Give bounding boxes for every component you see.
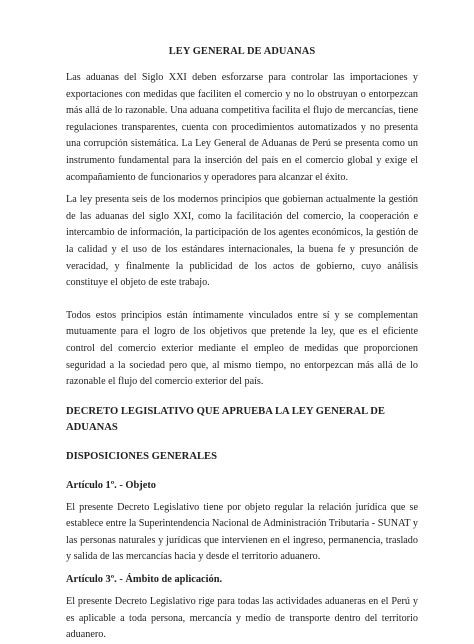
article-3-heading: Artículo 3º. - Ámbito de aplicación. xyxy=(66,574,223,586)
intro-paragraph-3: Todos estos principios están íntimamente vinculados entre sí y se complementan mutuamente para el logro de los objetivos que pretende la ley, que es el eficiente control del comercio exterior mediante el empleo de medidas que proporcionen seguridad a la sociedad pero que, al mismo tiempo, no entorpezcan más allá de lo razonable el flujo del comercio exterior del país. xyxy=(66,309,418,388)
intro-paragraph-1: Las aduanas del Siglo XXI deben esforzarse para controlar las importaciones y exportaciones con medidas que faciliten el comercio y no lo obstruyan o entorpezcan más allá de lo razonable. Una aduana competitiva facilita el flujo de mercancías, tiene regulaciones transparentes, cuenta con procedimientos automatizados y no presenta una corrupción sistemática. La Ley General de Aduanas de Perú se presenta como un instrumento fundamental para la inserción del país en el comercio global y exige el acompañamiento de funcionarios y operadores para alcanzar el éxito. xyxy=(66,72,418,183)
decree-heading: DECRETO LEGISLATIVO QUE APRUEBA LA LEY GENERAL DE ADUANAS xyxy=(66,405,385,433)
section-heading: DISPOSICIONES GENERALES xyxy=(66,450,218,462)
article-1-text: El presente Decreto Legislativo tiene por objeto regular la relación jurídica que se establece entre la Superintendencia Nacional de Administración Tributaria - SUNAT y las personas naturales y jurídicas que intervienen en el ingreso, permanencia, traslado y salida de las mercancías hacia y desde el territorio aduanero. xyxy=(66,501,418,563)
article-3-text: El presente Decreto Legislativo rige para todas las actividades aduaneras en el Perú y es aplicable a toda persona, mercancía y medio de transporte dentro del territorio aduanero. xyxy=(66,596,418,641)
spacer xyxy=(66,292,418,308)
article-1-heading: Artículo 1º. - Objeto xyxy=(66,479,156,491)
intro-paragraph-2: La ley presenta seis de los modernos principios que gobiernan actualmente la gestión de las aduanas del siglo XXI, como la facilitación del comercio, la cooperación e intercambio de información, la participación de los agentes económicos, la gestión de la calidad y el uso de los estándares internacionales, la buena fe y presunción de veracidad, y finalmente la publicidad de los actos de gobierno, cuyo análisis constituye el objeto de este trabajo. xyxy=(66,194,418,289)
spacer xyxy=(66,465,418,478)
document-title: LEY GENERAL DE ADUANAS xyxy=(168,46,316,57)
spacer xyxy=(66,436,418,449)
spacer xyxy=(66,391,418,404)
